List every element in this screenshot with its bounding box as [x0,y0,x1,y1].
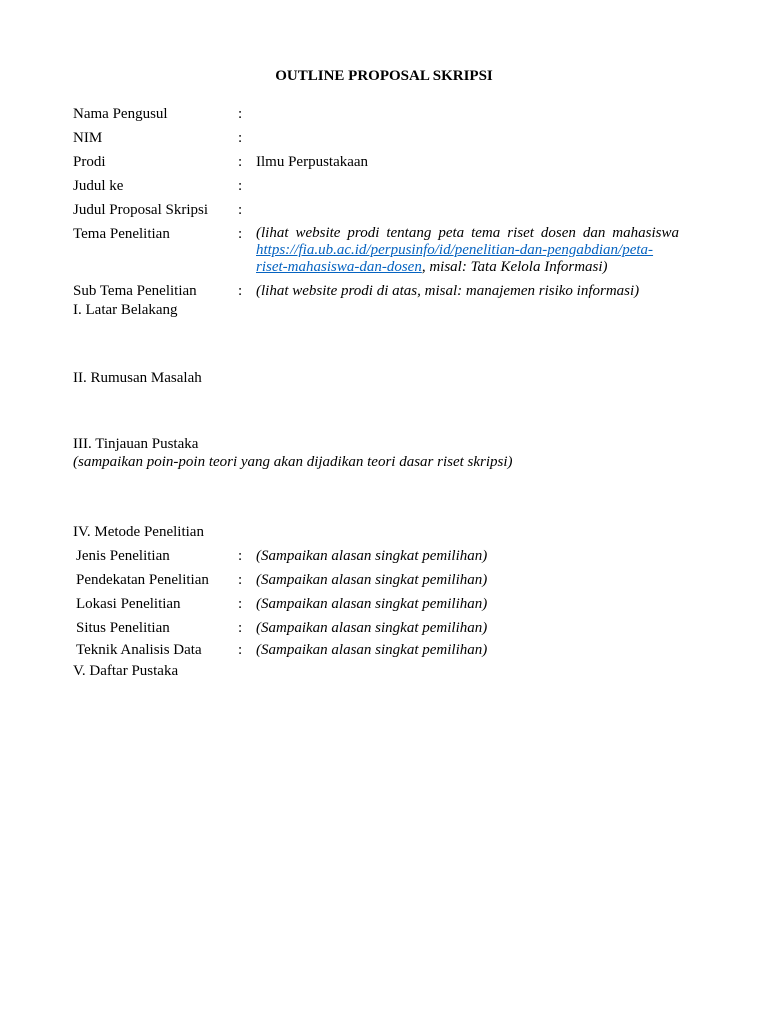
teknik-analisis-label: Teknik Analisis Data [76,642,202,658]
sub-tema-value: (lihat website prodi di atas, misal: manajemen risiko informasi) [256,283,640,299]
judul-ke-colon: : [238,178,243,194]
nama-pengusul-label: Nama Pengusul [73,106,168,122]
teknik-analisis-colon: : [238,642,243,658]
nama-pengusul-colon: : [238,106,243,122]
tinjauan-pustaka-note: (sampaikan poin-poin teori yang akan dijadikan teori dasar riset skripsi) [73,454,513,470]
section-daftar-pustaka: V. Daftar Pustaka [73,663,179,679]
judul-proposal-colon: : [238,202,243,218]
pendekatan-penelitian-value: (Sampaikan alasan singkat pemilihan) [256,572,488,588]
nim-colon: : [238,130,243,146]
pendekatan-penelitian-colon: : [238,572,243,588]
situs-penelitian-value: (Sampaikan alasan singkat pemilihan) [256,620,488,636]
prodi-label: Prodi [73,154,106,170]
lokasi-penelitian-label: Lokasi Penelitian [76,596,181,612]
section-metode-penelitian: IV. Metode Penelitian [73,524,204,540]
lokasi-penelitian-colon: : [238,596,243,612]
judul-ke-label: Judul ke [73,178,124,194]
prodi-colon: : [238,154,243,170]
prodi-value: Ilmu Perpustakaan [256,154,369,170]
tema-penelitian-label: Tema Penelitian [73,226,170,242]
section-rumusan-masalah: II. Rumusan Masalah [73,370,202,386]
lokasi-penelitian-value: (Sampaikan alasan singkat pemilihan) [256,596,488,612]
tema-penelitian-value [256,225,679,276]
document-title: OUTLINE PROPOSAL SKRIPSI [275,68,493,84]
sub-tema-label: Sub Tema Penelitian [73,283,197,299]
nim-label: NIM [73,130,103,146]
tema-penelitian-colon: : [238,226,243,242]
section-tinjauan-pustaka: III. Tinjauan Pustaka [73,436,199,452]
sub-tema-colon: : [238,283,243,299]
jenis-penelitian-label: Jenis Penelitian [76,548,170,564]
situs-penelitian-colon: : [238,620,243,636]
situs-penelitian-label: Situs Penelitian [76,620,170,636]
tema-example-text: , misal: Tata Kelola Informasi) [421,259,608,275]
jenis-penelitian-colon: : [238,548,243,564]
tema-website-link[interactable]: https://fia.ub.ac.id/perpusinfo/id/penelitian-dan-pengabdian/peta- riset-mahasiswa-dan-dosen [256,242,654,275]
tema-instruction-text: (lihat website prodi tentang peta tema riset dosen dan mahasiswa [256,225,679,241]
pendekatan-penelitian-label: Pendekatan Penelitian [76,572,209,588]
judul-proposal-label: Judul Proposal Skripsi [73,202,209,218]
jenis-penelitian-value: (Sampaikan alasan singkat pemilihan) [256,548,488,564]
section-latar-belakang: I. Latar Belakang [73,302,178,318]
teknik-analisis-value: (Sampaikan alasan singkat pemilihan) [256,642,488,658]
